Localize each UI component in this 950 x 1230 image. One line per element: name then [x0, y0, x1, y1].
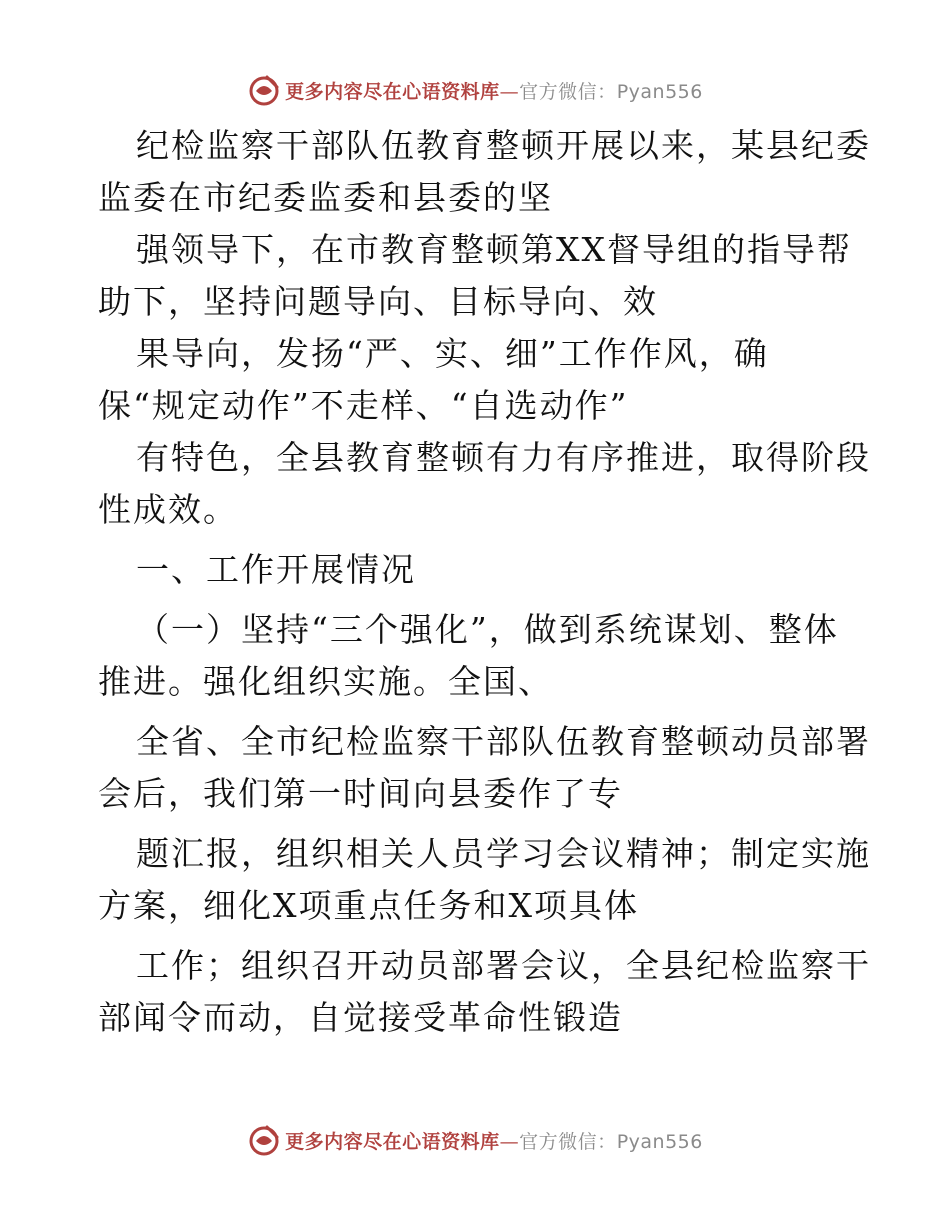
- brand-logo-icon: [247, 73, 281, 107]
- paragraph-gap: [98, 932, 858, 940]
- text-line: 保“规定动作”不走样、“自选动作”: [98, 386, 629, 425]
- text-line: 有特色，全县教育整顿有力有序推进，取得阶段: [136, 438, 871, 477]
- paragraph-gap: [98, 596, 858, 604]
- text-line: 题汇报，组织相关人员学习会议精神；制定实施: [136, 834, 871, 873]
- watermark-text: [285, 1127, 703, 1154]
- watermark-brand: 更多内容尽在心语资料库: [285, 1130, 500, 1153]
- text-line: 强领导下，在市教育整顿第XX督导组的指导帮: [136, 230, 852, 269]
- brand-logo-icon: [247, 1123, 281, 1157]
- text-line: 助下，坚持问题导向、目标导向、效: [98, 282, 658, 321]
- text-line: 方案，细化X项重点任务和X项具体: [98, 886, 639, 925]
- document-body: [98, 120, 871, 1044]
- text-line: 会后，我们第一时间向县委作了专: [98, 774, 623, 813]
- watermark-brand: 更多内容尽在心语资料库: [285, 80, 500, 103]
- paragraph-gap: [98, 708, 858, 716]
- paragraph-gap: [98, 536, 858, 544]
- text-line: 果导向，发扬“严、实、细”工作作风，确: [136, 334, 769, 373]
- text-line: 纪检监察干部队伍教育整顿开展以来，某县纪委: [136, 126, 871, 165]
- text-line: 性成效。: [98, 490, 238, 529]
- watermark-dash: —: [499, 1130, 520, 1153]
- watermark-handle: Pyan556: [616, 1130, 703, 1153]
- text-line: （一）坚持“三个强化”，做到系统谋划、整体: [136, 610, 839, 649]
- text-line: 全省、全市纪检监察干部队伍教育整顿动员部署: [136, 722, 871, 761]
- paragraph-gap: [98, 820, 858, 828]
- watermark-handle: Pyan556: [616, 80, 703, 103]
- text-line: 一、工作开展情况: [136, 550, 416, 589]
- watermark-official: 官方微信：: [519, 1130, 617, 1153]
- text-line: 工作；组织召开动员部署会议，全县纪检监察干: [136, 946, 871, 985]
- watermark-dash: —: [499, 80, 520, 103]
- text-line: 推进。强化组织实施。全国、: [98, 662, 553, 701]
- text-line: 监委在市纪委监委和县委的坚: [98, 178, 553, 217]
- text-line: 部闻令而动，自觉接受革命性锻造: [98, 998, 623, 1037]
- watermark-official: 官方微信：: [519, 80, 617, 103]
- watermark-text: [285, 77, 703, 104]
- footer-watermark: [0, 1120, 950, 1160]
- header-watermark: [0, 70, 950, 110]
